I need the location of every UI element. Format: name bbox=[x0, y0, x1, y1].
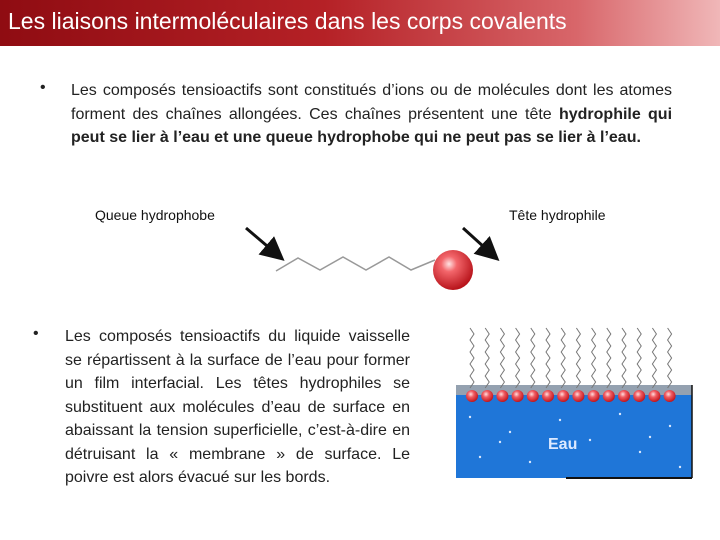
molecule-head bbox=[466, 390, 478, 402]
molecule-head bbox=[633, 390, 645, 402]
molecule-tail bbox=[592, 328, 596, 388]
molecule-tail bbox=[531, 328, 535, 388]
paragraph-1-bold: hydrophile qui peut se lier à l’eau et une queue hydrophobe qui ne peut pas se lier à l’eau. bbox=[71, 105, 673, 146]
molecule-head bbox=[542, 390, 554, 402]
molecule-tail bbox=[500, 328, 504, 388]
bullet-1: • bbox=[40, 79, 46, 96]
water-dot bbox=[499, 441, 501, 443]
bullet-2: • bbox=[33, 325, 39, 342]
water-dot bbox=[649, 436, 651, 438]
molecule-head bbox=[496, 390, 508, 402]
molecule-head bbox=[512, 390, 524, 402]
hydrophobe-chain bbox=[276, 257, 435, 271]
molecule-tail bbox=[637, 328, 641, 388]
tail-arrow bbox=[246, 228, 280, 257]
molecule-tail bbox=[652, 328, 656, 388]
water-dot bbox=[639, 451, 641, 453]
water-dot bbox=[669, 425, 671, 427]
tail-label: Queue hydrophobe bbox=[95, 207, 215, 223]
molecule-head bbox=[603, 390, 615, 402]
hydrophobe-tails bbox=[470, 328, 672, 388]
molecule-tail bbox=[546, 328, 550, 388]
molecule-tail bbox=[485, 328, 489, 388]
molecule-head bbox=[572, 390, 584, 402]
paragraph-2: Les composés tensioactifs du liquide vaisselle se répartissent à la surface de l’eau pour former un film interfacial. Les têtes hydrophiles se substituent aux molécules d’eau de surface en abaissant la tension superficielle, c’est-à-dire en détruisant la « membrane » de surface. Le poivre est alors évacué sur les bords. bbox=[65, 328, 410, 486]
water-dot bbox=[479, 456, 481, 458]
water-dot bbox=[469, 416, 471, 418]
title-bar bbox=[0, 0, 720, 46]
head-arrow bbox=[463, 228, 495, 257]
surface-illustration bbox=[440, 322, 710, 482]
molecule-tail bbox=[576, 328, 580, 388]
molecule-head bbox=[664, 390, 676, 402]
head-label: Tête hydrophile bbox=[509, 207, 606, 223]
water-dot bbox=[559, 419, 561, 421]
water-label: Eau bbox=[548, 436, 578, 453]
molecule-tail bbox=[516, 328, 520, 388]
water-dot bbox=[619, 413, 621, 415]
water-dot bbox=[529, 461, 531, 463]
paragraph-1-text: Les composés tensioactifs sont constitués d’ions ou de molécules dont les atomes forment des chaînes allongées. Ces chaînes présentent une tête bbox=[71, 82, 672, 123]
page-title: Les liaisons intermoléculaires dans les corps covalents bbox=[8, 8, 567, 34]
molecule-tail bbox=[668, 328, 672, 388]
molecule-head bbox=[527, 390, 539, 402]
molecule-tail bbox=[622, 328, 626, 388]
molecule-head bbox=[648, 390, 660, 402]
hydrophile-head bbox=[433, 250, 473, 290]
molecule-tail bbox=[607, 328, 611, 388]
paragraph-1 bbox=[71, 79, 672, 150]
water-dot bbox=[589, 439, 591, 441]
water-dot bbox=[679, 466, 681, 468]
molecule-head bbox=[588, 390, 600, 402]
molecule-head bbox=[618, 390, 630, 402]
molecule-head bbox=[557, 390, 569, 402]
molecule-tail bbox=[561, 328, 565, 388]
molecule-head bbox=[481, 390, 493, 402]
water-dot bbox=[509, 431, 511, 433]
molecule-tail bbox=[470, 328, 474, 388]
